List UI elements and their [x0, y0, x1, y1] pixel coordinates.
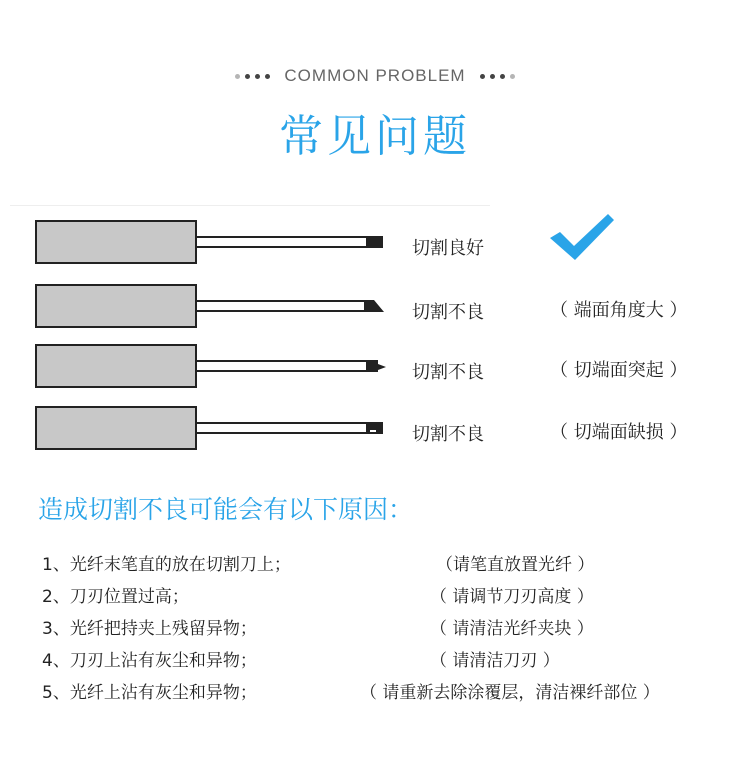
fiber-angle-diagram — [34, 282, 394, 332]
dot — [490, 74, 495, 79]
cause-fix: （请笔直放置光纤 ） — [436, 555, 595, 575]
cause-text: 2、刀刃位置过高； — [42, 587, 189, 607]
cause-text: 4、刀刃上沾有灰尘和异物； — [42, 651, 257, 671]
cause-item — [42, 550, 742, 582]
cut-row-chipped — [0, 404, 750, 464]
causes-list — [42, 550, 742, 710]
causes-title: 造成切割不良可能会有以下原因： — [38, 495, 414, 524]
check-icon — [548, 210, 618, 262]
dot — [480, 74, 485, 79]
divider — [10, 205, 490, 206]
cause-fix: （ 请清洁光纤夹块 ） — [430, 619, 594, 639]
fiber-good-diagram — [34, 218, 394, 268]
cut-row-good — [0, 218, 750, 278]
section-subtitle: COMMON PROBLEM — [284, 66, 466, 85]
dot — [255, 74, 260, 79]
dot — [500, 74, 505, 79]
page-title: 常见问题 — [279, 111, 471, 162]
dots-right — [480, 74, 515, 79]
fiber-protrusion-diagram — [34, 342, 394, 392]
fiber-chipped-diagram — [34, 404, 394, 454]
cause-text: 1、光纤末笔直的放在切割刀上； — [42, 555, 291, 575]
cause-item — [42, 678, 742, 710]
cause-fix: （ 请调节刀刃高度 ） — [430, 587, 594, 607]
cut-result-note: （ 端面角度大 ） — [550, 300, 688, 321]
cut-result-note: （ 切端面突起 ） — [550, 360, 688, 381]
cut-result-label: 切割不良 — [412, 362, 484, 383]
cut-row-protrusion — [0, 342, 750, 402]
dot — [245, 74, 250, 79]
cut-result-label: 切割不良 — [412, 424, 484, 445]
cut-result-label: 切割不良 — [412, 302, 484, 323]
cause-text: 3、光纤把持夹上残留异物； — [42, 619, 257, 639]
cut-row-angle — [0, 282, 750, 342]
cause-text: 5、光纤上沾有灰尘和异物； — [42, 683, 257, 703]
cut-result-label: 切割良好 — [412, 238, 484, 259]
cause-item — [42, 614, 742, 646]
dots-left — [235, 74, 270, 79]
cause-fix: （ 请重新去除涂覆层，清洁裸纤部位 ） — [360, 683, 660, 703]
subtitle-row — [0, 66, 750, 86]
header — [0, 66, 750, 164]
cause-fix: （ 请清洁刀刃 ） — [430, 651, 560, 671]
cause-item — [42, 582, 742, 614]
dot — [510, 74, 515, 79]
cause-item — [42, 646, 742, 678]
cut-result-note: （ 切端面缺损 ） — [550, 422, 688, 443]
dot — [265, 74, 270, 79]
dot — [235, 74, 240, 79]
